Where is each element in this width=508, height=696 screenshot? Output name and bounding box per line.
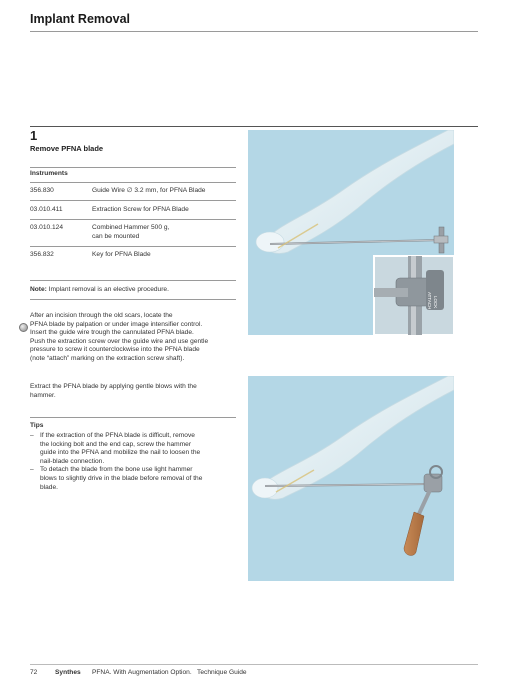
title-divider — [30, 31, 478, 32]
guide-title: PFNA. With Augmentation Option. Technique Guide — [92, 669, 247, 676]
table-row-rule — [30, 246, 236, 247]
instruments-heading-rule — [30, 182, 236, 183]
brand-name: Synthes — [55, 669, 81, 676]
tip-line: – To detach the blade from the bone use light hammer — [40, 466, 193, 474]
footer-rule — [30, 664, 478, 665]
instrument-description: Key for PFNA Blade — [92, 251, 151, 258]
instrument-description: Guide Wire ∅ 3.2 mm, for PFNA Blade — [92, 187, 206, 194]
paragraph-line: hammer. — [30, 391, 56, 399]
paragraph-line: Push the extraction screw over the guide wire and use gentle — [30, 337, 209, 345]
instrument-description-continued: can be mounted — [92, 233, 140, 240]
femur-hammer-illustration — [248, 376, 454, 581]
instrument-code: 356.830 — [30, 187, 54, 194]
page-number: 72 — [30, 669, 38, 676]
tip-line: blows to slightly drive in the blade before removal of the — [40, 474, 203, 482]
tip-item — [30, 466, 235, 492]
procedure-paragraph — [30, 312, 235, 364]
paragraph-line: (note “attach” marking on the extraction screw shaft). — [30, 354, 185, 362]
instrument-description: Extraction Screw for PFNA Blade — [92, 206, 189, 213]
paragraph-line: PFNA blade by palpation or under image intensifier control. — [30, 320, 203, 328]
extraction-paragraph — [30, 383, 235, 400]
page-title: Implant Removal — [30, 12, 131, 26]
table-row-rule — [30, 219, 236, 220]
step-number: 1 — [30, 128, 38, 143]
paragraph-line: Insert the guide wire trough the cannulated PFNA blade. — [30, 329, 194, 337]
bone-extraction-figure — [248, 130, 454, 335]
instrument-code: 356.832 — [30, 251, 54, 258]
lock-marking: LOCK — [433, 296, 438, 309]
tip-line: the locking bolt and the end cap, screw the hammer — [40, 440, 192, 448]
table-bottom-rule — [30, 280, 236, 281]
table-row-rule — [30, 200, 236, 201]
paragraph-line: Extract the PFNA blade by applying gentle blows with the — [30, 383, 197, 390]
tip-item — [30, 432, 235, 466]
note-body: Implant removal is an elective procedure. — [46, 286, 169, 293]
tip-line: guide into the PFNA and mobilize the nail to loosen the — [40, 449, 201, 457]
tips-heading: Tips — [30, 422, 44, 429]
instrument-code: 03.010.411 — [30, 206, 63, 213]
note-label: Note: — [30, 286, 47, 293]
hammer-extraction-figure — [248, 376, 454, 581]
paragraph-line: pressure to screw it counterclockwise into the PFNA blade — [30, 346, 200, 354]
note-text — [30, 286, 169, 295]
instruments-top-rule — [30, 167, 236, 168]
section-divider — [30, 126, 478, 127]
paragraph-line: After an incision through the old scars, locate the — [30, 312, 173, 319]
instrument-code: 03.010.124 — [30, 224, 64, 231]
tip-line: nail-blade connection. — [40, 457, 105, 465]
femur-illustration — [248, 130, 454, 335]
tips-list — [30, 432, 235, 492]
attach-marking: ATTACH — [427, 292, 432, 310]
instrument-description: Combined Hammer 500 g, — [92, 224, 170, 231]
instruments-heading: Instruments — [30, 170, 68, 177]
tips-rule — [30, 417, 236, 418]
step-title: Remove PFNA blade — [30, 144, 104, 153]
tip-line: blade. — [40, 483, 58, 491]
bullet-marker-icon — [19, 323, 28, 332]
note-rule — [30, 299, 236, 300]
tip-line: – If the extraction of the PFNA blade is difficult, remove — [40, 432, 195, 439]
